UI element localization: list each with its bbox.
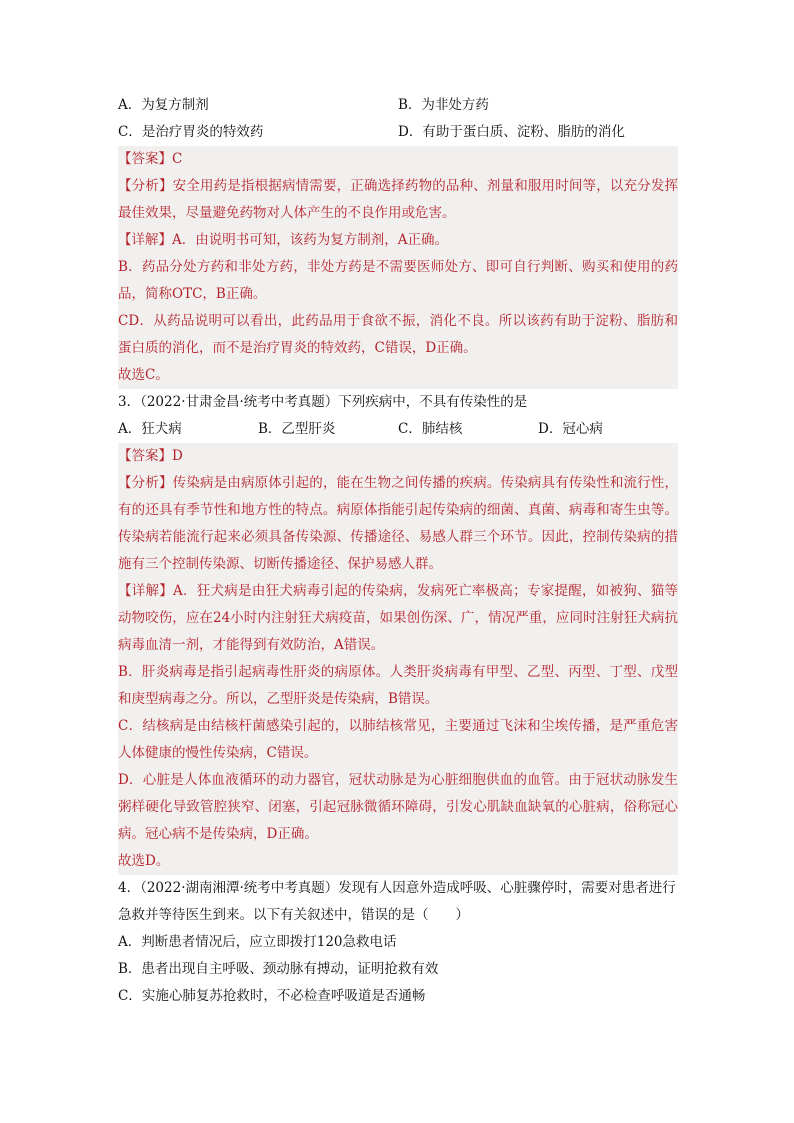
q3-detail-d: D．心脏是人体血液循环的动力器官，冠状动脉是为心脏细胞供血的血管。由于冠状动脉发生粥样硬化导致管腔狭窄、闭塞，引起冠脉微循环障碍，引发心肌缺血缺氧的心脏病，俗称冠心病。冠心病不是传染病，D正确。 (118, 772, 678, 842)
detail-tag: 【详解】 (118, 583, 174, 599)
q2-options-row-2 (118, 119, 678, 146)
q3-detail-c: C．结核病是由结核杆菌感染引起的，以肺结核常见，主要通过飞沫和尘埃传播，是严重危害人体健康的慢性传染病，C错误。 (118, 718, 678, 761)
q3-options-row (118, 416, 678, 443)
q3-analysis-text: 传染病是由病原体引起的，能在生物之间传播的疾病。传染病具有传染性和流行性，有的还具有季节性和地方性的特点。病原体指能引起传染病的细菌、真菌、病毒和寄生虫等。传染病若能流行起来必须具备传染源、传播途径、易感人群三个环节。因此，控制传染病的措施有三个控制传染源、切断传播途径、保护易感人群。 (118, 475, 679, 572)
q4-option-a: A．判断患者情况后，应立即拨打120急救电话 (118, 934, 397, 950)
q2-analysis-text: 安全用药是指根据病情需要，正确选择药物的品种、剂量和服用时间等，以充分发挥最佳效果，尽量避免药物对人体产生的不良作用或危害。 (118, 178, 679, 221)
document-page (118, 92, 678, 1010)
q2-option-b: B．为非处方药 (398, 97, 489, 113)
q2-conclusion: 故选C。 (118, 367, 169, 383)
q2-options-row-1 (118, 92, 678, 119)
q3-conclusion: 故选D。 (118, 853, 170, 869)
q2-detail-b: B．药品分处方药和非处方药，非处方药是不需要医师处方、即可自行判断、购买和使用的药品，简称OTC，B正确。 (118, 259, 678, 302)
q2-detail-a-text: A．由说明书可知，该药为复方制剂，A正确。 (172, 232, 448, 248)
q3-detail-a (118, 578, 678, 659)
q2-option-c: C．是治疗胃炎的特效药 (118, 124, 264, 140)
q3-option-b: B．乙型肝炎 (258, 421, 336, 437)
q3-option-a: A．狂犬病 (118, 421, 182, 437)
q4-option-c: C．实施心肺复苏抢救时，不必检查呼吸道是否通畅 (118, 988, 426, 1004)
q4-option-b: B．患者出现自主呼吸、颈动脉有搏动，证明抢救有效 (118, 961, 439, 977)
analysis-tag: 【分析】 (118, 178, 173, 194)
q2-option-d: D．有助于蛋白质、淀粉、脂肪的消化 (398, 124, 625, 140)
answer-tag: 【答案】 (118, 151, 172, 167)
answer-tag: 【答案】 (118, 448, 172, 464)
q2-detail-a (118, 227, 678, 254)
q3-answer-value: D (172, 448, 183, 464)
q3-solution-block (118, 443, 678, 875)
q4-stem: 4．（2022·湖南湘潭·统考中考真题）发现有人因意外造成呼吸、心脏骤停时，需要对患者进行急救并等待医生到来。以下有关叙述中，错误的是（ ） (118, 880, 676, 923)
q2-solution-block (118, 146, 678, 389)
q3-stem: 3．（2022·甘肃金昌·统考中考真题）下列疾病中，不具有传染性的是 (118, 394, 528, 410)
q2-detail-cd: CD．从药品说明可以看出，此药品用于食欲不振，消化不良。所以该药有助于淀粉、脂肪和蛋白质的消化，而不是治疗胃炎的特效药，C错误，D正确。 (118, 313, 678, 356)
analysis-tag: 【分析】 (118, 475, 173, 491)
q3-detail-a-text: A．狂犬病是由狂犬病毒引起的传染病，发病死亡率极高；专家提醒，如被狗、猫等动物咬伤，应在24小时内注射狂犬病疫苗，如果创伤深、广，情况严重，应同时注射狂犬病抗病毒血清一剂，才能得到有效防治，A错误。 (118, 583, 679, 653)
q2-option-a: A．为复方制剂 (118, 97, 209, 113)
q3-answer (118, 443, 678, 470)
q3-detail-b: B．肝炎病毒是指引起病毒性肝炎的病原体。人类肝炎病毒有甲型、乙型、丙型、丁型、戊型和庚型病毒之分。所以，乙型肝炎是传染病，B错误。 (118, 664, 678, 707)
q2-answer (118, 146, 678, 173)
q2-analysis (118, 173, 678, 227)
q3-analysis (118, 470, 678, 578)
q3-option-d: D．冠心病 (538, 421, 603, 437)
detail-tag: 【详解】 (118, 232, 172, 248)
q2-answer-value: C (172, 151, 183, 167)
q3-option-c: C．肺结核 (398, 421, 463, 437)
